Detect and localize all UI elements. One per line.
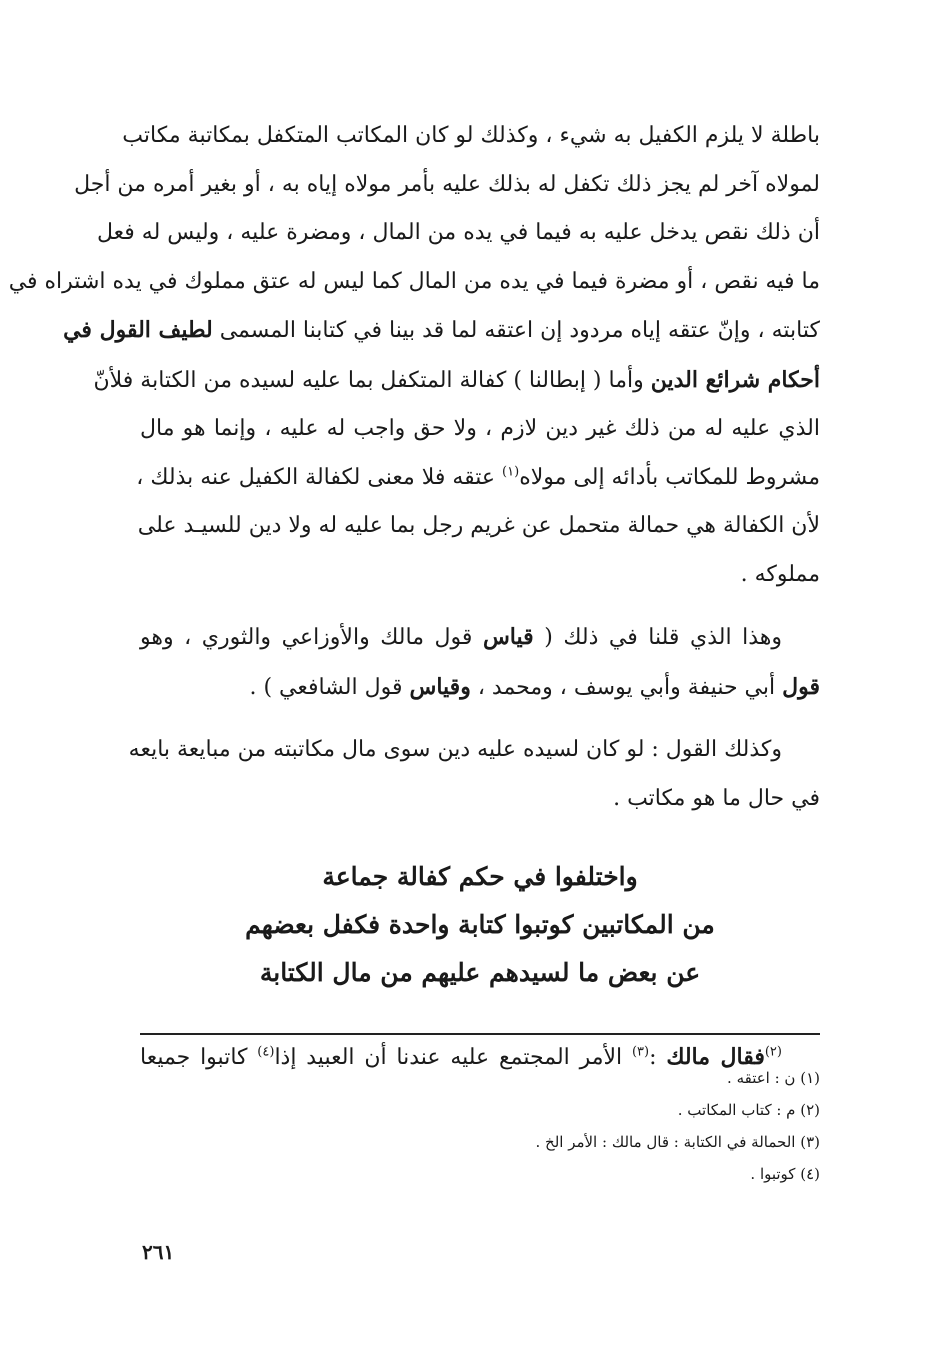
text-line [140,613,820,663]
footnote-ref-4: (٤) [257,1044,275,1060]
heading-line: عن بعض ما لسيدهم عليهم من مال الكتابة [259,958,701,987]
bold-term: قياس [482,624,534,650]
text-span: الأمر المجتمع عليه عندنا أن العبيد إذا [274,1045,632,1070]
page-number: ٢٦١ [142,1240,175,1264]
text-span: أبي حنيفة وأبي يوسف ، ومحمد ، [470,674,783,700]
text-line: الذي عليه له من ذلك غير دين لازم ، ولا حق واجب له عليه ، وإنما هو مال [140,416,820,441]
text-line: أن ذلك نقص يدخل عليه به فيما في يده من المال ، ومضرة عليه ، وليس له فعل [97,220,820,245]
text-span: : [649,1045,667,1070]
text-span: كتابته ، وإنّ عتقه إياه مردود إن اعتقه لما قد بينا في كتابنا المسمى [212,318,820,343]
text-span: وأما ( إبطالنا ) كفالة المتكفل بما عليه لسيده من الكتابة فلأنّ [93,367,651,393]
footnote: (٢) م : كتاب المكاتب . [677,1101,820,1119]
text-line [93,356,820,406]
text-line: وكذلك القول : لو كان لسيده عليه دين سوى مال مكاتبته من مبايعة بايعه [128,737,782,762]
text-line: باطلة لا يلزم الكفيل به شيء ، وكذلك لو كان المكاتب المتكفل بمكاتبة مكاتب [122,123,820,148]
text-line: مملوكه . [740,561,820,587]
footnote-divider [140,1033,820,1035]
text-span: كاتبوا جميعا [140,1045,258,1070]
footnote-ref-2: (٢) [764,1044,782,1060]
footnote: (١) ن : اعتقه . [727,1069,820,1087]
page-body [8,112,820,1082]
bold-term: فقال مالك [666,1044,765,1070]
footnote: (٤) كوتبوا . [750,1165,820,1183]
bold-term: وقياس [409,673,471,700]
text-line: لأن الكفالة هي حمالة متحمل عن غريم رجل بما عليه له ولا دين للسيـد على [137,513,820,538]
text-line: في حال ما هو مكاتب . [613,785,820,811]
footnote-ref-3: (٣) [631,1044,650,1060]
text-line: لمولاه آخر لم يجز ذلك تكفل له بذلك عليه بأمر مولاه إياه به ، أو بغير أمره من أجل [74,171,820,197]
paragraph-1 [8,112,820,599]
footnote: (٣) الحمالة في الكتابة : قال مالك : الأمر الخ . [535,1133,820,1151]
bold-term: قول [782,673,820,700]
text-line [136,454,820,503]
text-line [63,306,820,356]
text-span: مشروط للمكاتب بأدائه إلى مولاه [519,464,820,490]
text-line: ما فيه نقص ، أو مضرة فيما في يده من المال كما ليس له عتق مملوك في يده اشتراه في [8,268,820,294]
book-title-part1: لطيف القول في [63,317,213,343]
text-line [140,663,820,713]
text-span: قول مالك والأوزاعي والثوري ، وهو [140,625,483,650]
paragraph-3 [128,726,820,823]
paragraph-2 [140,613,820,712]
text-span: وهذا الذي قلنا في ذلك ( [533,625,782,650]
heading-line: واختلفوا في حكم كفالة جماعة [322,862,638,891]
footnotes [535,1062,820,1190]
section-heading [140,853,820,997]
footnote-ref-1: (١) [502,464,520,480]
book-title-part2: أحكام شرائع الدين [650,366,820,393]
text-span: عتقه فلا معنى لكفالة الكفيل عنه بذلك ، [136,464,503,490]
text-span: قول الشافعي ) . [249,674,410,700]
heading-line: من المكاتبين كوتبوا كتابة واحدة فكفل بعضهم [245,910,715,939]
